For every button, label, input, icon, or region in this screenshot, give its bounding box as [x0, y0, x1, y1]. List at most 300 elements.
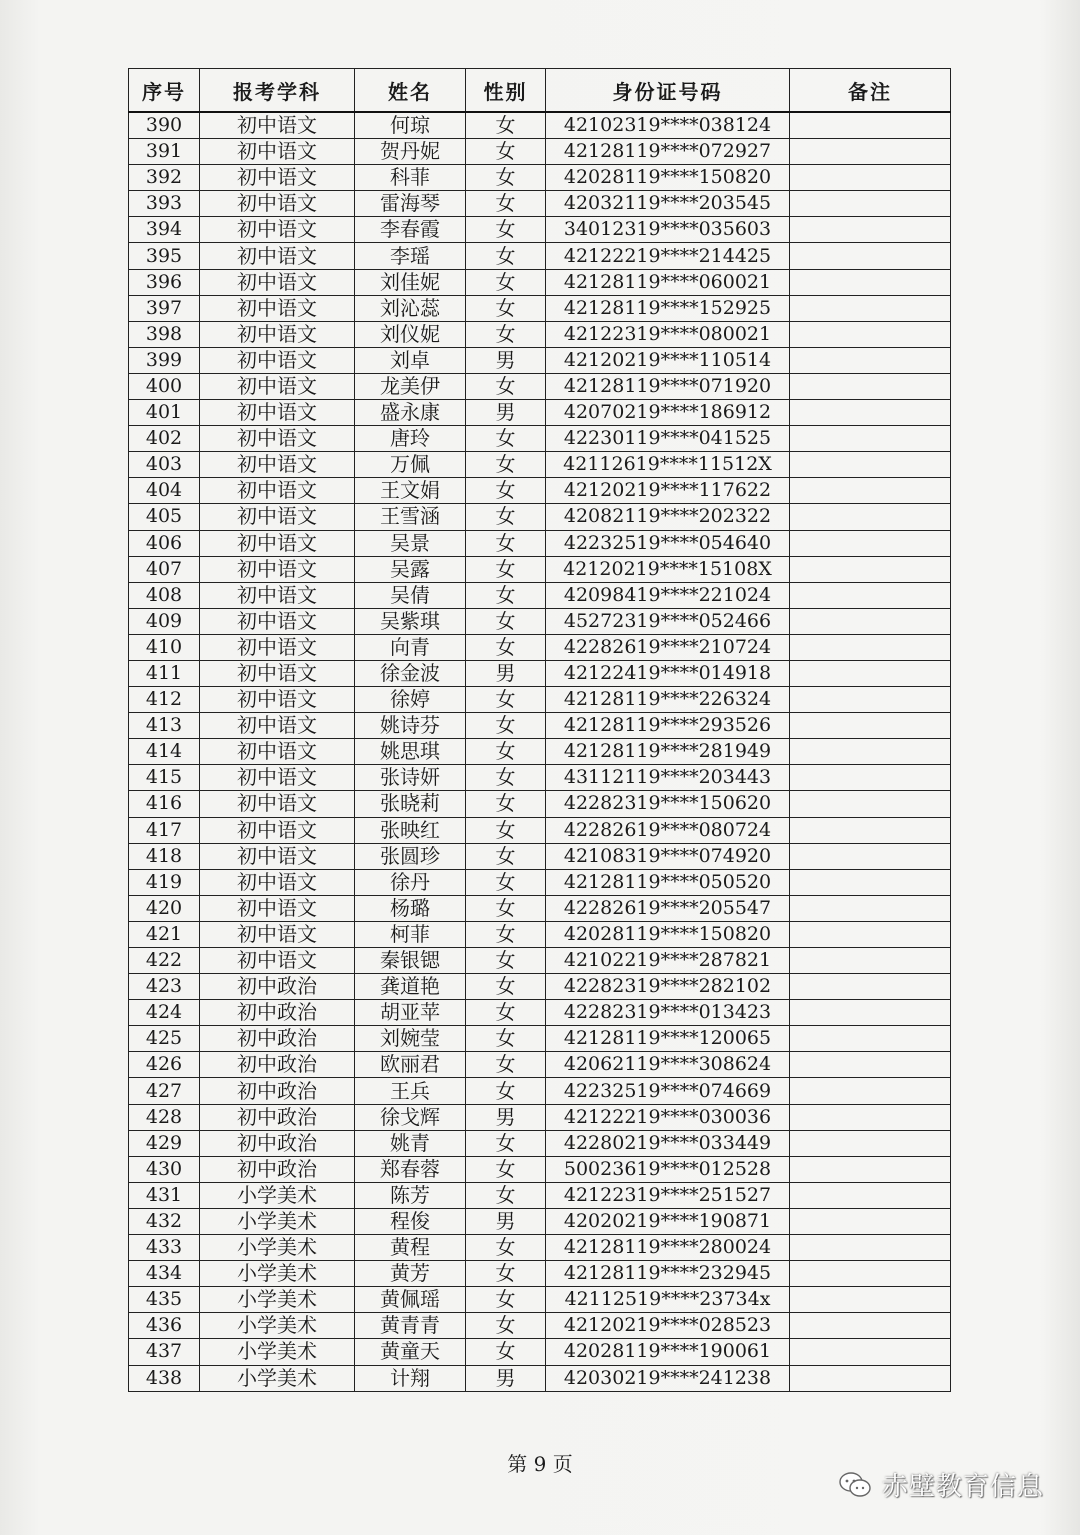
cell-seq: 408 [129, 582, 200, 608]
cell-gender: 女 [466, 765, 546, 791]
cell-gender: 男 [466, 1208, 546, 1234]
cell-gender: 女 [466, 582, 546, 608]
cell-seq: 414 [129, 739, 200, 765]
cell-id-number: 42282619****210724 [546, 634, 790, 660]
header-name: 姓名 [355, 69, 466, 113]
cell-subject: 小学美术 [200, 1365, 355, 1391]
cell-subject: 初中政治 [200, 1156, 355, 1182]
cell-id-number: 42120219****117622 [546, 478, 790, 504]
table-body [129, 112, 951, 1391]
cell-gender: 女 [466, 921, 546, 947]
table-row [129, 843, 951, 869]
cell-gender: 女 [466, 295, 546, 321]
table-row [129, 1078, 951, 1104]
cell-seq: 395 [129, 243, 200, 269]
cell-name: 盛永康 [355, 400, 466, 426]
cell-name: 吴景 [355, 530, 466, 556]
cell-id-number: 42128119****152925 [546, 295, 790, 321]
cell-remark [790, 713, 951, 739]
cell-remark [790, 295, 951, 321]
cell-gender: 女 [466, 1052, 546, 1078]
cell-seq: 411 [129, 660, 200, 686]
cell-gender: 女 [466, 974, 546, 1000]
cell-seq: 413 [129, 713, 200, 739]
cell-subject: 初中语文 [200, 556, 355, 582]
table-row [129, 165, 951, 191]
cell-remark [790, 1313, 951, 1339]
cell-subject: 初中政治 [200, 1026, 355, 1052]
cell-name: 徐金波 [355, 660, 466, 686]
cell-name: 刘佳妮 [355, 269, 466, 295]
cell-subject: 初中语文 [200, 347, 355, 373]
cell-subject: 初中语文 [200, 478, 355, 504]
cell-remark [790, 112, 951, 139]
cell-remark [790, 478, 951, 504]
cell-subject: 初中语文 [200, 426, 355, 452]
cell-name: 黄青青 [355, 1313, 466, 1339]
cell-id-number: 42232519****054640 [546, 530, 790, 556]
cell-id-number: 42120219****15108X [546, 556, 790, 582]
table-row [129, 1287, 951, 1313]
cell-remark [790, 687, 951, 713]
cell-name: 何琼 [355, 112, 466, 139]
page-number: 第 9 页 [507, 1452, 573, 1476]
cell-subject: 初中政治 [200, 974, 355, 1000]
cell-gender: 女 [466, 948, 546, 974]
cell-subject: 初中语文 [200, 112, 355, 139]
cell-id-number: 42128119****281949 [546, 739, 790, 765]
cell-gender: 男 [466, 400, 546, 426]
cell-gender: 男 [466, 1365, 546, 1391]
cell-id-number: 42122219****214425 [546, 243, 790, 269]
cell-remark [790, 895, 951, 921]
cell-remark [790, 791, 951, 817]
table-row [129, 1130, 951, 1156]
cell-remark [790, 530, 951, 556]
cell-remark [790, 1078, 951, 1104]
cell-seq: 426 [129, 1052, 200, 1078]
cell-subject: 初中语文 [200, 582, 355, 608]
cell-id-number: 42128119****072927 [546, 139, 790, 165]
cell-name: 吴倩 [355, 582, 466, 608]
cell-seq: 435 [129, 1287, 200, 1313]
cell-id-number: 45272319****052466 [546, 608, 790, 634]
table-row [129, 660, 951, 686]
cell-seq: 396 [129, 269, 200, 295]
cell-seq: 424 [129, 1000, 200, 1026]
cell-subject: 初中语文 [200, 765, 355, 791]
cell-name: 姚青 [355, 1130, 466, 1156]
cell-seq: 398 [129, 321, 200, 347]
cell-gender: 女 [466, 739, 546, 765]
cell-id-number: 42062119****308624 [546, 1052, 790, 1078]
cell-id-number: 50023619****012528 [546, 1156, 790, 1182]
cell-gender: 女 [466, 1313, 546, 1339]
table-row [129, 373, 951, 399]
cell-gender: 女 [466, 556, 546, 582]
cell-gender: 女 [466, 426, 546, 452]
cell-name: 黄童天 [355, 1339, 466, 1365]
cell-name: 徐丹 [355, 869, 466, 895]
cell-remark [790, 269, 951, 295]
cell-id-number: 42020219****190871 [546, 1208, 790, 1234]
cell-seq: 420 [129, 895, 200, 921]
table-header [129, 69, 951, 113]
cell-remark [790, 452, 951, 478]
cell-id-number: 42112519****23734x [546, 1287, 790, 1313]
cell-name: 程俊 [355, 1208, 466, 1234]
cell-seq: 434 [129, 1261, 200, 1287]
cell-subject: 小学美术 [200, 1339, 355, 1365]
cell-subject: 小学美术 [200, 1261, 355, 1287]
cell-remark [790, 817, 951, 843]
cell-gender: 女 [466, 1339, 546, 1365]
cell-name: 贺丹妮 [355, 139, 466, 165]
cell-id-number: 42070219****186912 [546, 400, 790, 426]
cell-name: 刘卓 [355, 347, 466, 373]
table-row [129, 974, 951, 1000]
cell-remark [790, 582, 951, 608]
cell-name: 科菲 [355, 165, 466, 191]
cell-id-number: 42102219****287821 [546, 948, 790, 974]
cell-gender: 女 [466, 269, 546, 295]
cell-subject: 初中语文 [200, 191, 355, 217]
cell-name: 计翔 [355, 1365, 466, 1391]
table-row [129, 400, 951, 426]
table-row [129, 791, 951, 817]
cell-gender: 女 [466, 321, 546, 347]
cell-id-number: 42122319****251527 [546, 1182, 790, 1208]
table-row [129, 921, 951, 947]
cell-gender: 女 [466, 869, 546, 895]
table-row [129, 556, 951, 582]
cell-subject: 初中语文 [200, 869, 355, 895]
cell-remark [790, 426, 951, 452]
cell-seq: 422 [129, 948, 200, 974]
cell-name: 张晓莉 [355, 791, 466, 817]
cell-seq: 402 [129, 426, 200, 452]
cell-id-number: 42282319****282102 [546, 974, 790, 1000]
cell-id-number: 42120219****028523 [546, 1313, 790, 1339]
cell-remark [790, 347, 951, 373]
cell-gender: 男 [466, 660, 546, 686]
cell-id-number: 42128119****280024 [546, 1235, 790, 1261]
cell-id-number: 42282319****013423 [546, 1000, 790, 1026]
cell-name: 雷海琴 [355, 191, 466, 217]
cell-seq: 406 [129, 530, 200, 556]
table-row [129, 1261, 951, 1287]
cell-name: 张圆珍 [355, 843, 466, 869]
cell-gender: 女 [466, 1000, 546, 1026]
cell-seq: 436 [129, 1313, 200, 1339]
watermark [838, 1466, 1044, 1503]
table-row [129, 217, 951, 243]
cell-remark [790, 1052, 951, 1078]
cell-id-number: 42128119****071920 [546, 373, 790, 399]
cell-name: 黄佩瑶 [355, 1287, 466, 1313]
header-gender: 性别 [466, 69, 546, 113]
cell-remark [790, 739, 951, 765]
table-row [129, 1365, 951, 1391]
cell-id-number: 42282319****150620 [546, 791, 790, 817]
cell-subject: 初中语文 [200, 452, 355, 478]
cell-id-number: 42128119****060021 [546, 269, 790, 295]
table-row [129, 112, 951, 139]
table-row [129, 1208, 951, 1234]
cell-id-number: 42082119****202322 [546, 504, 790, 530]
cell-name: 李瑶 [355, 243, 466, 269]
cell-seq: 393 [129, 191, 200, 217]
cell-remark [790, 1339, 951, 1365]
cell-id-number: 42232519****074669 [546, 1078, 790, 1104]
cell-id-number: 42032119****203545 [546, 191, 790, 217]
cell-id-number: 42122319****080021 [546, 321, 790, 347]
cell-seq: 427 [129, 1078, 200, 1104]
table-row [129, 295, 951, 321]
cell-gender: 女 [466, 1182, 546, 1208]
cell-subject: 小学美术 [200, 1235, 355, 1261]
cell-subject: 初中语文 [200, 791, 355, 817]
cell-remark [790, 1104, 951, 1130]
cell-id-number: 42122419****014918 [546, 660, 790, 686]
cell-id-number: 42282619****205547 [546, 895, 790, 921]
cell-seq: 404 [129, 478, 200, 504]
cell-id-number: 42108319****074920 [546, 843, 790, 869]
cell-gender: 女 [466, 1130, 546, 1156]
cell-name: 龙美伊 [355, 373, 466, 399]
cell-gender: 女 [466, 634, 546, 660]
cell-subject: 初中语文 [200, 660, 355, 686]
cell-id-number: 42098419****221024 [546, 582, 790, 608]
cell-gender: 女 [466, 1235, 546, 1261]
cell-name: 龚道艳 [355, 974, 466, 1000]
cell-name: 黄程 [355, 1235, 466, 1261]
cell-seq: 400 [129, 373, 200, 399]
cell-subject: 初中语文 [200, 687, 355, 713]
cell-name: 姚思琪 [355, 739, 466, 765]
cell-seq: 391 [129, 139, 200, 165]
cell-gender: 女 [466, 373, 546, 399]
table-row [129, 634, 951, 660]
cell-subject: 初中语文 [200, 243, 355, 269]
table-row [129, 1339, 951, 1365]
cell-remark [790, 843, 951, 869]
cell-gender: 女 [466, 1078, 546, 1104]
table-row [129, 426, 951, 452]
table-row [129, 1313, 951, 1339]
cell-name: 徐婷 [355, 687, 466, 713]
header-seq: 序号 [129, 69, 200, 113]
cell-subject: 初中语文 [200, 713, 355, 739]
cell-remark [790, 321, 951, 347]
cell-seq: 437 [129, 1339, 200, 1365]
cell-remark [790, 1208, 951, 1234]
table-row [129, 139, 951, 165]
cell-seq: 425 [129, 1026, 200, 1052]
table-row [129, 243, 951, 269]
cell-id-number: 42128119****050520 [546, 869, 790, 895]
cell-subject: 初中语文 [200, 504, 355, 530]
cell-id-number: 42128119****226324 [546, 687, 790, 713]
cell-seq: 421 [129, 921, 200, 947]
cell-subject: 初中语文 [200, 817, 355, 843]
cell-name: 陈芳 [355, 1182, 466, 1208]
cell-seq: 431 [129, 1182, 200, 1208]
table-row [129, 1182, 951, 1208]
cell-subject: 初中语文 [200, 895, 355, 921]
cell-remark [790, 869, 951, 895]
cell-seq: 418 [129, 843, 200, 869]
cell-remark [790, 400, 951, 426]
cell-gender: 女 [466, 504, 546, 530]
cell-remark [790, 504, 951, 530]
cell-subject: 初中语文 [200, 295, 355, 321]
cell-remark [790, 974, 951, 1000]
cell-seq: 394 [129, 217, 200, 243]
cell-gender: 女 [466, 1156, 546, 1182]
cell-seq: 410 [129, 634, 200, 660]
cell-gender: 女 [466, 1261, 546, 1287]
cell-name: 欧丽君 [355, 1052, 466, 1078]
cell-subject: 初中政治 [200, 1104, 355, 1130]
cell-name: 张映红 [355, 817, 466, 843]
cell-subject: 小学美术 [200, 1182, 355, 1208]
cell-id-number: 42128119****293526 [546, 713, 790, 739]
cell-gender: 女 [466, 713, 546, 739]
cell-gender: 女 [466, 687, 546, 713]
cell-subject: 初中政治 [200, 1052, 355, 1078]
table-row [129, 1104, 951, 1130]
header-remark: 备注 [790, 69, 951, 113]
cell-gender: 女 [466, 112, 546, 139]
header-id: 身份证号码 [546, 69, 790, 113]
cell-id-number: 42028119****190061 [546, 1339, 790, 1365]
cell-name: 唐玲 [355, 426, 466, 452]
cell-name: 刘婉莹 [355, 1026, 466, 1052]
cell-remark [790, 1000, 951, 1026]
cell-gender: 女 [466, 817, 546, 843]
cell-seq: 419 [129, 869, 200, 895]
cell-name: 向青 [355, 634, 466, 660]
cell-id-number: 42028119****150820 [546, 165, 790, 191]
cell-seq: 429 [129, 1130, 200, 1156]
cell-name: 刘沁蕊 [355, 295, 466, 321]
cell-name: 刘仪妮 [355, 321, 466, 347]
cell-subject: 小学美术 [200, 1287, 355, 1313]
watermark-text: 赤壁教育信息 [882, 1472, 1045, 1502]
table-row [129, 582, 951, 608]
cell-remark [790, 921, 951, 947]
cell-seq: 403 [129, 452, 200, 478]
cell-seq: 415 [129, 765, 200, 791]
cell-id-number: 42122219****030036 [546, 1104, 790, 1130]
table-row [129, 869, 951, 895]
cell-remark [790, 1026, 951, 1052]
cell-subject: 初中语文 [200, 530, 355, 556]
header-subject: 报考学科 [200, 69, 355, 113]
cell-seq: 433 [129, 1235, 200, 1261]
cell-remark [790, 1261, 951, 1287]
cell-gender: 女 [466, 608, 546, 634]
cell-seq: 430 [129, 1156, 200, 1182]
table-row [129, 504, 951, 530]
cell-name: 王文娟 [355, 478, 466, 504]
table-row [129, 452, 951, 478]
cell-seq: 401 [129, 400, 200, 426]
cell-gender: 女 [466, 530, 546, 556]
cell-seq: 416 [129, 791, 200, 817]
cell-name: 胡亚苹 [355, 1000, 466, 1026]
cell-subject: 小学美术 [200, 1313, 355, 1339]
cell-remark [790, 948, 951, 974]
cell-subject: 初中政治 [200, 1130, 355, 1156]
cell-seq: 438 [129, 1365, 200, 1391]
cell-gender: 女 [466, 1287, 546, 1313]
table-row [129, 1235, 951, 1261]
cell-subject: 小学美术 [200, 1208, 355, 1234]
cell-seq: 423 [129, 974, 200, 1000]
table-row [129, 817, 951, 843]
cell-subject: 初中语文 [200, 139, 355, 165]
cell-remark [790, 1235, 951, 1261]
cell-gender: 男 [466, 347, 546, 373]
cell-gender: 女 [466, 843, 546, 869]
cell-seq: 397 [129, 295, 200, 321]
cell-name: 郑春蓉 [355, 1156, 466, 1182]
table-row [129, 1026, 951, 1052]
cell-gender: 女 [466, 191, 546, 217]
cell-remark [790, 1287, 951, 1313]
cell-gender: 女 [466, 165, 546, 191]
cell-seq: 417 [129, 817, 200, 843]
cell-remark [790, 634, 951, 660]
table-row [129, 608, 951, 634]
table-row [129, 321, 951, 347]
cell-subject: 初中语文 [200, 373, 355, 399]
cell-remark [790, 1130, 951, 1156]
cell-gender: 男 [466, 1104, 546, 1130]
table-row [129, 191, 951, 217]
cell-id-number: 42128119****120065 [546, 1026, 790, 1052]
cell-id-number: 42230119****041525 [546, 426, 790, 452]
cell-id-number: 42120219****110514 [546, 347, 790, 373]
cell-seq: 392 [129, 165, 200, 191]
cell-name: 徐戈辉 [355, 1104, 466, 1130]
cell-remark [790, 139, 951, 165]
table-row [129, 478, 951, 504]
table-row [129, 1052, 951, 1078]
cell-name: 王兵 [355, 1078, 466, 1104]
cell-remark [790, 1182, 951, 1208]
cell-seq: 412 [129, 687, 200, 713]
cell-gender: 女 [466, 243, 546, 269]
cell-seq: 399 [129, 347, 200, 373]
cell-name: 黄芳 [355, 1261, 466, 1287]
cell-id-number: 43112119****203443 [546, 765, 790, 791]
cell-name: 王雪涵 [355, 504, 466, 530]
table-row [129, 948, 951, 974]
cell-name: 柯菲 [355, 921, 466, 947]
wechat-logo-icon [838, 1471, 872, 1499]
table-row [129, 713, 951, 739]
cell-seq: 409 [129, 608, 200, 634]
cell-subject: 初中语文 [200, 843, 355, 869]
cell-remark [790, 556, 951, 582]
cell-gender: 女 [466, 791, 546, 817]
cell-remark [790, 373, 951, 399]
cell-gender: 女 [466, 478, 546, 504]
cell-name: 吴紫琪 [355, 608, 466, 634]
